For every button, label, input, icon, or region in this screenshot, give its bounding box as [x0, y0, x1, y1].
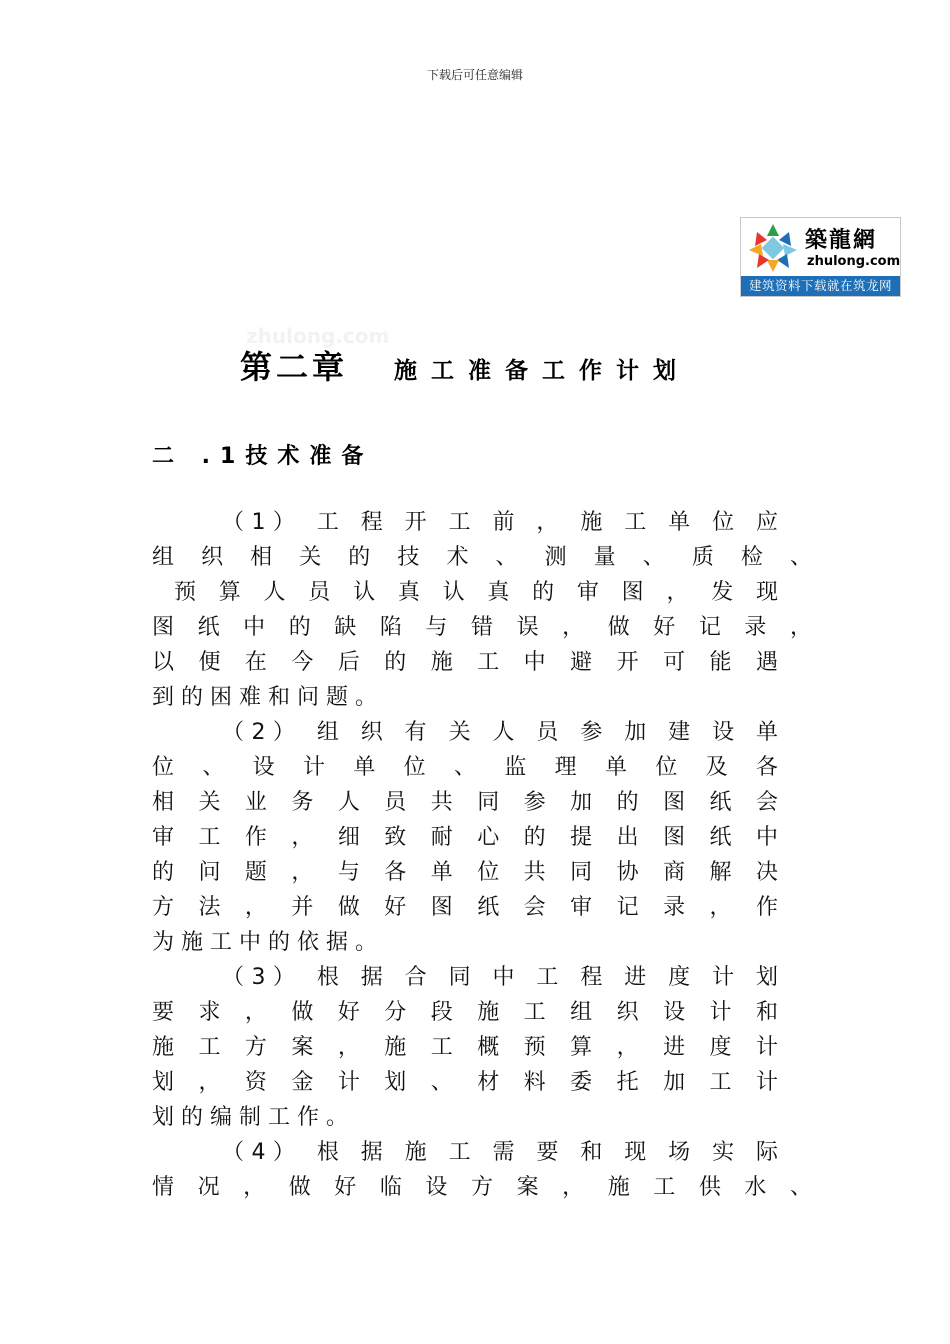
body-line: 施 工 方 案 ， 施 工 概 预 算 ， 进 度 计: [152, 1035, 778, 1060]
watermark-text: zhulong.com: [246, 324, 390, 348]
body-line: 为 施 工 中 的 依 据 。: [152, 930, 377, 955]
body-line: 到 的 困 难 和 问 题 。: [152, 685, 377, 710]
body-line: 划 的 编 制 工 作 。: [152, 1105, 348, 1130]
body-line: 方 法 ， 并 做 好 图 纸 会 审 记 录 ， 作: [152, 895, 778, 920]
body-line: 的 问 题 ， 与 各 单 位 共 同 协 商 解 决: [152, 860, 778, 885]
body-line: 划 ， 资 金 计 划 、 材 料 委 托 加 工 计: [152, 1070, 778, 1095]
body-line: 图 纸 中 的 缺 陷 与 错 误 ， 做 好 记 录 ，: [152, 615, 812, 640]
body-line: 位 、 设 计 单 位 、 监 理 单 位 及 各: [152, 755, 778, 780]
body-line: （1） 工 程 开 工 前 ， 施 工 单 位 应: [222, 510, 778, 535]
section-heading: 二 .1技术准备: [152, 444, 374, 469]
logo-tagline: 建筑资料下载就在筑龙网: [741, 276, 900, 296]
body-line: 审 工 作 ， 细 致 耐 心 的 提 出 图 纸 中: [152, 825, 778, 850]
body-line: （4） 根 据 施 工 需 要 和 现 场 实 际: [222, 1140, 778, 1165]
body-line: 相 关 业 务 人 员 共 同 参 加 的 图 纸 会: [152, 790, 778, 815]
header-note: 下载后可任意编辑: [426, 68, 523, 82]
logo-en-name: zhulong.com: [807, 254, 901, 269]
logo-cn-name: 築龍網: [805, 227, 878, 253]
logo-top: [741, 218, 900, 276]
zhulong-logo[interactable]: [740, 217, 901, 297]
chapter-title: 施工准备工作计划: [394, 358, 691, 384]
body-line: 情 况 ， 做 好 临 设 方 案 ， 施 工 供 水 、: [152, 1175, 812, 1200]
body-line: 要 求 ， 做 好 分 段 施 工 组 织 设 计 和: [152, 1000, 778, 1025]
body-line: 组 织 相 关 的 技 术 、 测 量 、 质 检 、: [152, 545, 812, 570]
chapter-heading: [240, 342, 690, 388]
chapter-number: 第二章: [240, 348, 349, 386]
body-line: （3） 根 据 合 同 中 工 程 进 度 计 划: [222, 965, 778, 990]
zhulong-logo-mark-icon: [745, 222, 801, 274]
body-line: 以 便 在 今 后 的 施 工 中 避 开 可 能 遇: [152, 650, 778, 675]
body-line: 预 算 人 员 认 真 认 真 的 审 图 ， 发 现: [174, 580, 778, 605]
body-line: （2） 组 织 有 关 人 员 参 加 建 设 单: [222, 720, 778, 745]
